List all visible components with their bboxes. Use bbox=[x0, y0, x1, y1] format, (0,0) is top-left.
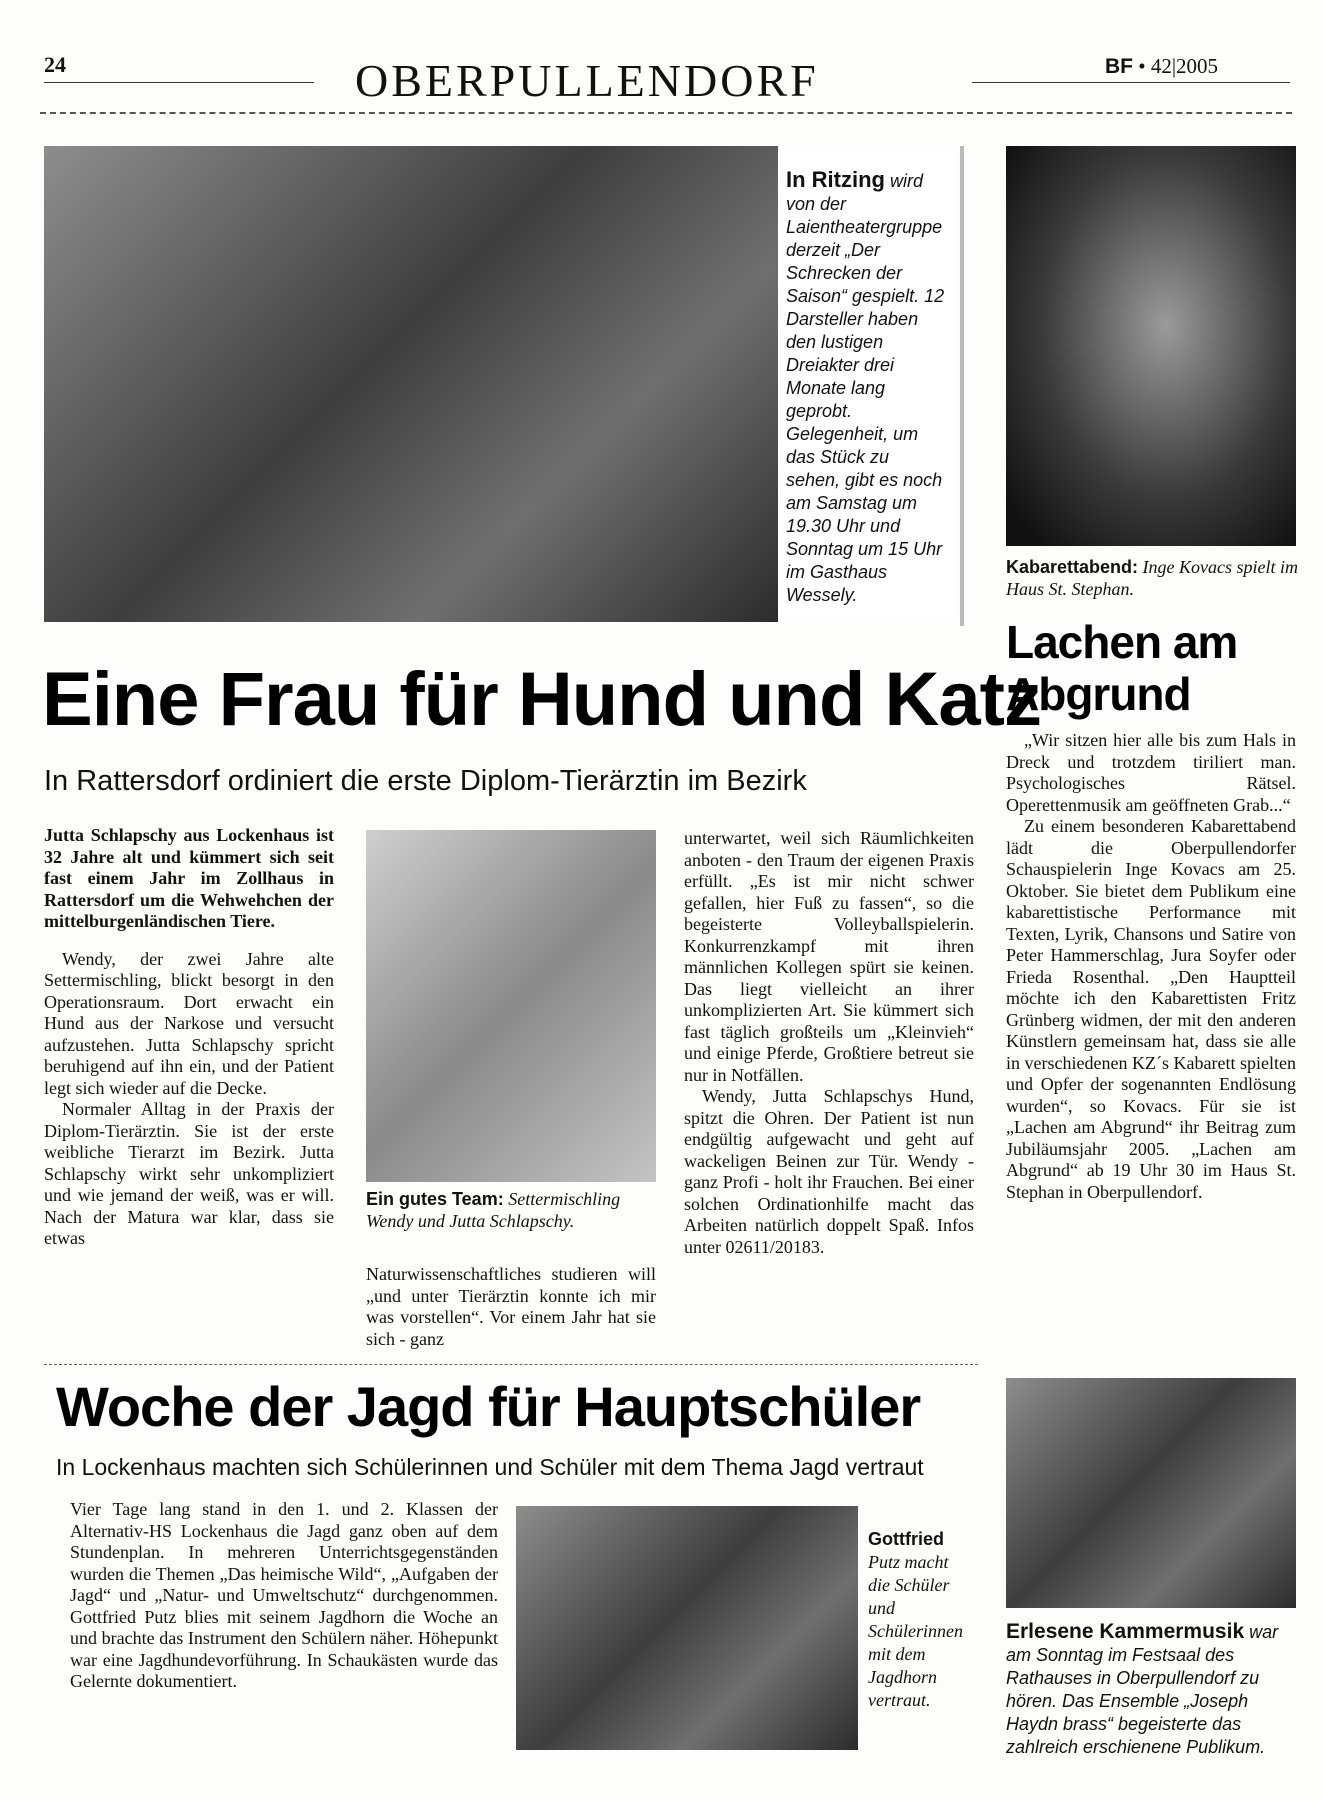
main-col3-paragraph-1: unterwartet, weil sich Räumlichkeiten anboten - den Traum der eigenen Praxis erfüllt. „Es ist mir nicht schwer gefallen, hier Fuß zu fassen“, so die begeisterte Volleyballspielerin. Konkurrenzkampf mit ihren männlichen Kollegen spürt sie keinen. Das liegt vielleicht an ihrer unkomplizierten Art. Sie kümmert sich fast täglich großteils um „Kleinvieh“ und einige Pferde, Großtiere betreut sie nur in Notfällen. bbox=[684, 828, 974, 1085]
brass-ensemble-photo bbox=[1006, 1378, 1296, 1608]
theatre-caption-lead: In Ritzing bbox=[786, 167, 885, 192]
main-col1-paragraph-1: Wendy, der zwei Jahre alte Settermischling, blickt besorgt in den Operationsraum. Dort erwacht ein Hund aus der Narkose und versucht aufzustehen. Jutta Schlapschy spricht beruhigend auf ihn ein, und der Patient legt sich wieder auf die Decke. bbox=[44, 948, 334, 1098]
main-column-3 bbox=[684, 828, 974, 1258]
main-deck: In Rattersdorf ordiniert die erste Diplom-Tierärztin im Bezirk bbox=[44, 765, 807, 797]
main-col2-paragraph-1: Naturwissenschaftliches studieren will „und unter Tierärztin konnte ich mir was vorstellen“. Vor einem Jahr hat sie sich - ganz bbox=[366, 1264, 656, 1349]
vet-caption-lead: Ein gutes Team: bbox=[366, 1189, 504, 1209]
issue-label bbox=[1105, 54, 1218, 79]
photo-shadow bbox=[960, 146, 964, 626]
section-divider bbox=[44, 1364, 978, 1365]
main-col3-paragraph-2: Wendy, Jutta Schlapschys Hund, spitzt die Ohren. Der Patient ist nun endgültig aufgewacht und geht auf wackeligen Beinen zur Tür. Wendy - ganz Profi - holt ihr Frauchen. Bei einer solchen Ordinationhilfe macht das Arbeiten natürlich doppelt Spaß. Infos unter 02611/20183. bbox=[684, 1086, 974, 1257]
vet-and-dog-photo bbox=[366, 830, 656, 1182]
kabarett-body bbox=[1006, 730, 1296, 1203]
header-dashed-rule bbox=[40, 112, 1292, 114]
hunt-class-photo bbox=[516, 1506, 858, 1750]
music-caption-text: war am Sonntag im Festsaal des Rathauses in Oberpullendorf zu hören. Das Ensemble „Joseph Haydn brass“ begeisterte das zahlreich erschienene Publikum. bbox=[1006, 1622, 1279, 1757]
theatre-caption-box bbox=[778, 146, 954, 622]
main-lead: Jutta Schlapschy aus Lockenhaus ist 32 Jahre alt und kümmert sich seit fast einem Jahr im Zollhaus in Rattersdorf um die Wehwehchen der mittelburgenländischen Tiere. bbox=[44, 825, 334, 931]
main-headline: Eine Frau für Hund und Katz bbox=[42, 657, 1041, 742]
vet-photo-caption bbox=[366, 1188, 656, 1232]
hunt-deck: In Lockenhaus machten sich Schülerinnen und Schüler mit dem Thema Jagd vertraut bbox=[56, 1454, 924, 1480]
hunt-body: Vier Tage lang stand in den 1. und 2. Klassen der Alternativ-HS Lockenhaus die Jagd ganz oben auf dem Stundenplan. In mehreren Unterrichtsgegenständen wurden die Themen „Das heimische Wild“, „Aufgaben der Jagd“ und „Natur- und Umweltschutz“ durchgenommen. Gottfried Putz blies mit seinem Jagdhorn die Woche an und brachte das Instrument den Schülern näher. Höhepunkt war eine Jagdhundevorführung. In Schaukästen wurde das Gelernte dokumentiert. bbox=[70, 1499, 498, 1691]
page-number: 24 bbox=[44, 52, 66, 77]
header-rule-right bbox=[972, 82, 1290, 83]
section-title: OBERPULLENDORF bbox=[355, 55, 819, 106]
kabarett-headline: Lachen am Abgrund bbox=[1006, 616, 1238, 720]
issue-number: • 42|2005 bbox=[1138, 54, 1219, 78]
kabarett-caption-lead: Kabarettabend: bbox=[1006, 557, 1139, 577]
header-rule-left bbox=[44, 82, 314, 83]
kabarett-paragraph-1: „Wir sitzen hier alle bis zum Hals in Dreck und trotzdem tiriliert man. Psychologisches Rätsel. Operettenmusik am geöffneten Grab...“ bbox=[1006, 730, 1296, 815]
hunt-photo-caption bbox=[868, 1528, 968, 1712]
brand-label: BF bbox=[1105, 55, 1133, 78]
main-column-1 bbox=[44, 825, 334, 1250]
music-caption-lead: Erlesene Kammermusik bbox=[1006, 1620, 1245, 1643]
main-col1-paragraph-2: Normaler Alltag in der Praxis der Diplom-Tierärztin. Sie ist der erste weibliche Tierarzt im Bezirk. Jutta Schlapschy wirkt sehr unkompliziert und wie jemand der weiß, was er will. Nach der Matura war klar, dass sie etwas bbox=[44, 1099, 334, 1248]
kabarett-paragraph-2: Zu einem besonderen Kabarettabend lädt die Oberpullendorfer Schauspielerin Inge Kovacs am 25. Oktober. Sie bietet dem Publikum eine kabarettistische Performance mit Texten, Lyrik, Chansons und Satire von Peter Hammerschlag, Jura Soyfer oder Frieda Rosenthal. „Den Hauptteil möchte ich den Kabarettisten Fritz Grünberg widmen, der mit den anderen Künstlern gemeinsam hat, dass sie alle in verschiedenen KZ´s Kabarett spielten und Opfer der sogenannten Endlösung wurden“, so Kovacs. Für sie ist „Lachen am Abgrund“ ihr Beitrag zum Jubiläumsjahr 2005. „Lachen am Abgrund“ ab 19 Uhr 30 im Haus St. Stephan in Oberpullendorf. bbox=[1006, 816, 1296, 1202]
main-column-2 bbox=[366, 1264, 656, 1350]
kabarett-caption-text: Inge Kovacs spielt im Haus St. Stephan. bbox=[1006, 557, 1299, 599]
theatre-group-photo bbox=[44, 146, 778, 622]
hunt-caption-lead: Gottfried bbox=[868, 1529, 944, 1549]
hunt-caption-text: Putz macht die Schüler und Schülerinnen mit dem Jagdhorn vertraut. bbox=[868, 1552, 963, 1710]
kabarett-portrait-photo bbox=[1006, 146, 1296, 546]
theatre-caption-text: wird von der Laientheatergruppe derzeit „Der Schrecken der Saison“ gespielt. 12 Darsteller haben den lustigen Dreiakter drei Monate lang geprobt. Gelegenheit, um das Stück zu sehen, gibt es noch am Samstag um 19.30 Uhr und Sonntag um 15 Uhr im Gasthaus Wessely. bbox=[786, 171, 945, 605]
kabarett-photo-caption bbox=[1006, 556, 1306, 600]
music-photo-caption bbox=[1006, 1620, 1296, 1759]
hunt-headline: Woche der Jagd für Hauptschüler bbox=[56, 1375, 921, 1438]
vet-caption-text: Settermischling Wendy und Jutta Schlapschy. bbox=[366, 1189, 621, 1231]
